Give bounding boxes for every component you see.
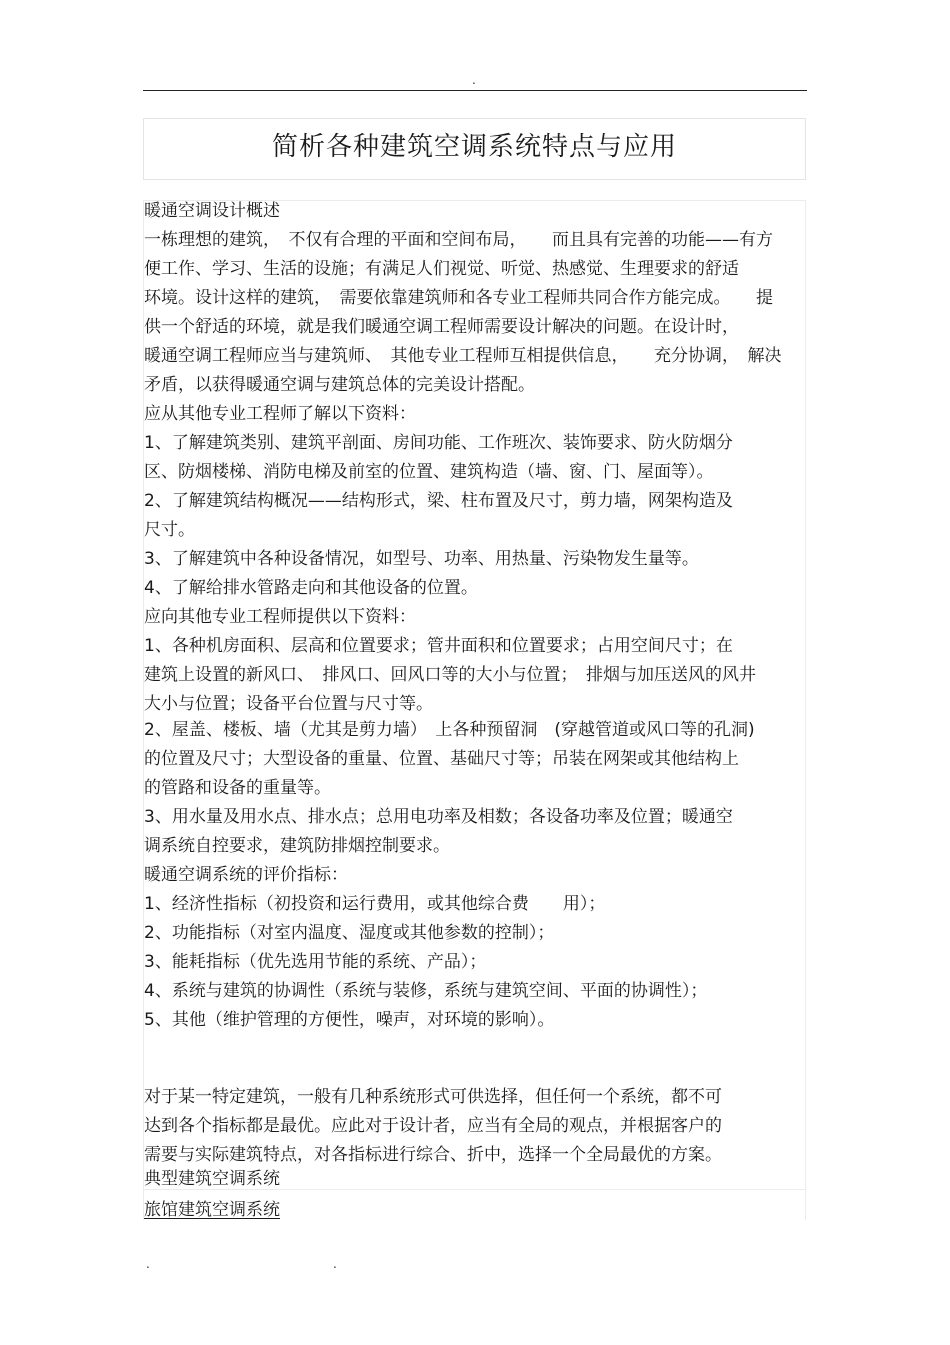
section-heading: 暖通空调系统的评价指标： [144,865,348,885]
list-item: 的位置及尺寸；大型设备的重量、位置、基础尺寸等；吊装在网架或其他结构上 [144,749,739,769]
page-title: 简析各种建筑空调系统特点与应用 [271,132,677,162]
list-item: 的管路和设备的重量等。 [144,778,331,798]
paragraph-line: 环境。设计这样的建筑， 需要依靠建筑师和各专业工程师共同合作方能完成。 提 [144,288,773,308]
list-item: 调系统自控要求，建筑防排烟控制要求。 [144,836,450,856]
section-heading: 暖通空调设计概述 [144,201,280,221]
list-item: 尺寸。 [144,520,195,540]
list-item: 2、了解建筑结构概况——结构形式，梁、柱布置及尺寸，剪力墙，网架构造及 [144,491,733,511]
list-item: 1、了解建筑类别、建筑平剖面、房间功能、工作班次、装饰要求、防火防烟分 [144,433,733,453]
list-item: 大小与位置；设备平台位置与尺寸等。 [144,694,433,714]
paragraph-line: 矛盾，以获得暖通空调与建筑总体的完美设计搭配。 [144,375,535,395]
list-item: 4、了解给排水管路走向和其他设备的位置。 [144,578,478,598]
paragraph-line: 暖通空调工程师应当与建筑师、 其他专业工程师互相提供信息， 充分协调， 解决 [144,346,782,366]
list-item: 2、功能指标（对室内温度、湿度或其他参数的控制）； [144,923,555,943]
footer-mark-right: . [333,1257,337,1271]
section-heading: 典型建筑空调系统 [144,1169,280,1189]
paragraph-line: 便工作、学习、生活的设施；有满足人们视觉、听觉、热感觉、生理要求的舒适 [144,259,739,279]
footer-mark-left: . [146,1257,150,1271]
header-rule [143,90,807,91]
list-item: 1、经济性指标（初投资和运行费用，或其他综合费 用）； [144,894,606,914]
paragraph-line: 达到各个指标都是最优。应此对于设计者，应当有全局的观点，并根据客户的 [144,1116,722,1136]
paragraph-line: 需要与实际建筑特点，对各指标进行综合、折中，选择一个全局最优的方案。 [144,1145,722,1165]
header-mark: . [472,73,476,87]
list-item: 2、屋盖、楼板、墙（尤其是剪力墙） 上各种预留洞 (穿越管道或风口等的孔洞) [144,720,755,740]
list-item: 区、防烟楼梯、消防电梯及前室的位置、建筑构造（墙、窗、门、屋面等）。 [144,462,714,482]
title-box [143,118,806,180]
list-item: 建筑上设置的新风口、 排风口、回风口等的大小与位置； 排烟与加压送风的风井 [144,665,756,685]
subsection-heading: 旅馆建筑空调系统 [144,1200,280,1220]
paragraph-line: 一栋理想的建筑， 不仅有合理的平面和空间布局， 而且具有完善的功能——有方 [144,230,773,250]
section-heading: 应向其他专业工程师提供以下资料： [144,607,416,627]
list-item: 4、系统与建筑的协调性（系统与装修，系统与建筑空间、平面的协调性）； [144,981,708,1001]
list-item: 3、用水量及用水点、排水点；总用电功率及相数；各设备功率及位置；暖通空 [144,807,733,827]
list-item: 5、其他（维护管理的方便性，噪声，对环境的影响）。 [144,1010,555,1030]
list-item: 3、了解建筑中各种设备情况，如型号、功率、用热量、污染物发生量等。 [144,549,699,569]
list-item: 3、能耗指标（优先选用节能的系统、产品）； [144,952,487,972]
paragraph-line: 对于某一特定建筑，一般有几种系统形式可供选择，但任何一个系统，都不可 [144,1087,722,1107]
paragraph-line: 供一个舒适的环境，就是我们暖通空调工程师需要设计解决的问题。在设计时， [144,317,739,337]
section-heading: 应从其他专业工程师了解以下资料： [144,404,416,424]
list-item: 1、各种机房面积、层高和位置要求；管井面积和位置要求；占用空间尺寸；在 [144,636,733,656]
section-divider [143,1189,806,1190]
